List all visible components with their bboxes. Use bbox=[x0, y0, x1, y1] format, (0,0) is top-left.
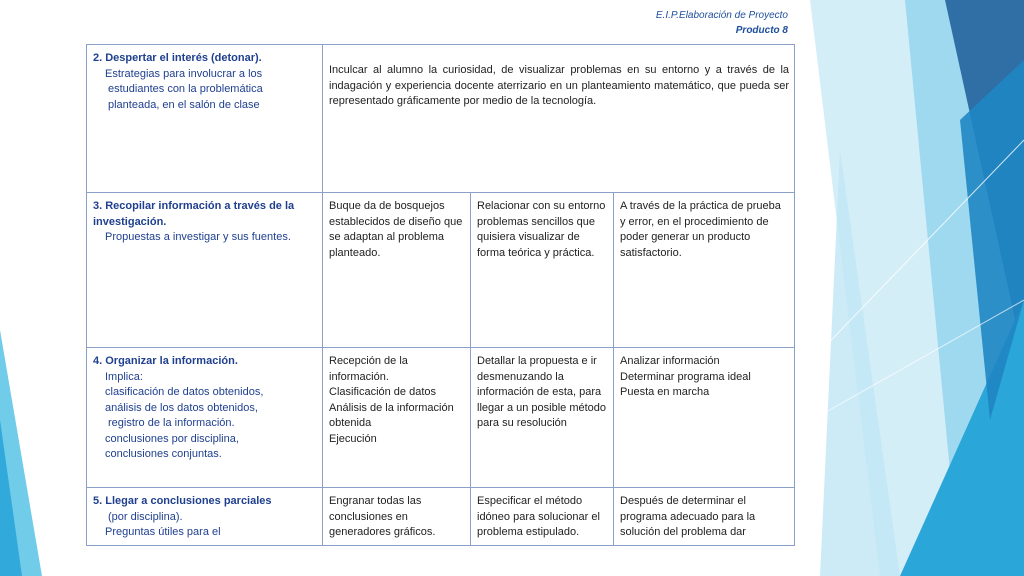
stage-description-line: Estrategias para involucrar a los bbox=[105, 67, 263, 80]
stage-description-line: clasificación de datos obtenidos, bbox=[105, 386, 264, 398]
document-page bbox=[72, 0, 810, 576]
content-line: Clasificación de datos bbox=[329, 386, 437, 398]
stage-cell bbox=[87, 45, 323, 193]
table-row bbox=[87, 348, 795, 488]
stage-title: 4. Organizar la información. bbox=[93, 355, 238, 367]
content-line: Análisis de la información obtenida bbox=[329, 401, 454, 429]
stage-description-line: Implica: bbox=[105, 370, 143, 383]
stage-description bbox=[93, 510, 317, 541]
stage-description-line: registro de la información. bbox=[108, 417, 235, 429]
stage-description-line: conclusiones por disciplina, bbox=[105, 432, 239, 445]
stage-description-line: análisis de los datos obtenidos, bbox=[105, 401, 258, 414]
document-header bbox=[656, 8, 788, 38]
stage-description-line: estudiantes con la problemática bbox=[108, 83, 263, 95]
stage-description bbox=[93, 230, 317, 246]
table-row bbox=[87, 488, 795, 546]
stage-description bbox=[93, 67, 317, 114]
content-line: Puesta en marcha bbox=[620, 386, 710, 398]
header-product-label: Producto 8 bbox=[735, 25, 788, 36]
content-line: Analizar información bbox=[620, 355, 720, 367]
stage-description-line: planteada, en el salón de clase bbox=[108, 98, 260, 111]
stage-description-line: Preguntas útiles para el bbox=[105, 526, 221, 538]
content-cell bbox=[471, 348, 614, 488]
stage-cell bbox=[87, 488, 323, 546]
project-table bbox=[86, 44, 795, 546]
stage-description-line: conclusiones conjuntas. bbox=[105, 448, 222, 460]
content-cell: Relacionar con su entorno problemas sencillos que quisiera visualizar de forma teórica y práctica. bbox=[471, 193, 614, 348]
content-cell: A través de la práctica de prueba y error, en el procedimiento de poder generar un producto satisfactorio. bbox=[614, 193, 795, 348]
header-project-title: E.I.P.Elaboración de Proyecto bbox=[655, 10, 788, 21]
stage-description-line: Propuestas a investigar y sus fuentes. bbox=[105, 231, 291, 243]
content-cell bbox=[614, 348, 795, 488]
stage-cell bbox=[87, 348, 323, 488]
content-cell: Buque da de bosquejos establecidos de diseño que se adaptan al problema planteado. bbox=[323, 193, 471, 348]
content-line: Detallar la propuesta e ir desmenuzando la información de esta, para llegar a un posible método para su resolución bbox=[477, 355, 607, 429]
content-line: Recepción de la información. bbox=[329, 355, 408, 383]
stage-description-line: (por disciplina). bbox=[108, 510, 183, 523]
stage-description bbox=[93, 370, 317, 463]
stage-title: 5. Llegar a conclusiones parciales bbox=[93, 495, 272, 507]
table-row bbox=[87, 193, 795, 348]
content-line: Ejecución bbox=[329, 432, 377, 445]
table-row bbox=[87, 45, 795, 193]
content-cell: Después de determinar el programa adecuado para la solución del problema dar bbox=[614, 488, 795, 546]
content-cell: Especificar el método idóneo para solucionar el problema estipulado. bbox=[471, 488, 614, 546]
merged-content-cell: Inculcar al alumno la curiosidad, de visualizar problemas en su entorno y a través de la indagación y experiencia docente aterrizario en un planteamiento matemático, que pueda ser representado gráficamente por medio de la tecnología. bbox=[323, 45, 795, 193]
content-cell: Engranar todas las conclusiones en generadores gráficos. bbox=[323, 488, 471, 546]
content-cell bbox=[323, 348, 471, 488]
content-line: Determinar programa ideal bbox=[620, 370, 751, 383]
stage-cell bbox=[87, 193, 323, 348]
stage-title: 2. Despertar el interés (detonar). bbox=[93, 52, 262, 64]
stage-title: 3. Recopilar información a través de la investigación. bbox=[93, 200, 295, 228]
